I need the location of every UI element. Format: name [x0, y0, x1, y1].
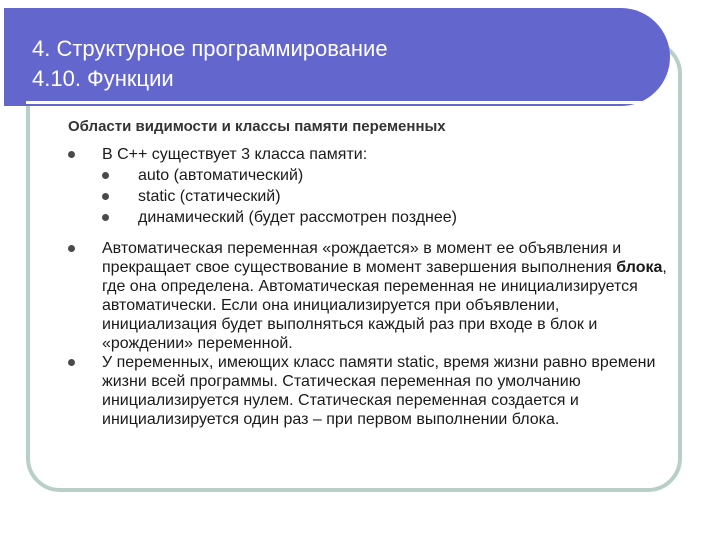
bullet-text-part1: Автоматическая переменная «рождается» в момент ее объявления и прекращает свое существование в момент завершения выполнения: [102, 240, 622, 276]
bullet-dot-icon: [68, 245, 75, 252]
header-divider: [26, 101, 642, 104]
sub-bullet-static: [102, 187, 668, 206]
title-line-2: 4.10. Функции: [32, 66, 174, 91]
bullet-text-bold: блока: [616, 259, 663, 276]
slide-content: [68, 118, 668, 429]
bullet-text: В С++ существует 3 класса памяти:: [102, 146, 368, 163]
bullet-dot-icon: [68, 359, 75, 366]
sub-bullet-dynamic: [102, 208, 668, 227]
sub-bullet-text: динамический (будет рассмотрен позднее): [138, 209, 457, 226]
sub-bullet-text: static (статический): [138, 188, 281, 205]
bullet-static-variable: [68, 353, 668, 429]
bullet-dot-icon: [102, 214, 109, 221]
bullet-dot-icon: [102, 193, 109, 200]
title-line-1: 4. Структурное программирование: [32, 36, 388, 61]
slide-title: [32, 34, 388, 94]
bullet-memory-classes: [68, 145, 668, 227]
bullet-text-part2: , где она определена. Автоматическая переменная не инициализируется автоматически. Если она инициализируется при объявлении, инициализация будет выполняться каждый раз при входе в блок и «рождении» переменной.: [102, 259, 667, 352]
bullet-dot-icon: [102, 172, 109, 179]
slide-header: [4, 8, 670, 106]
bullet-automatic-variable: [68, 239, 668, 353]
bullet-text: У переменных, имеющих класс памяти static, время жизни равно времени жизни всей программы. Статическая переменная по умолчанию инициализируется нулем. Статическая переменная создается и инициализируется один раз – при первом выполнении блока.: [102, 354, 656, 428]
sub-bullet-auto: [102, 166, 668, 185]
slide-subtitle: Области видимости и классы памяти переменных: [68, 118, 446, 135]
sub-bullet-text: auto (автоматический): [138, 167, 304, 184]
bullet-dot-icon: [68, 151, 75, 158]
